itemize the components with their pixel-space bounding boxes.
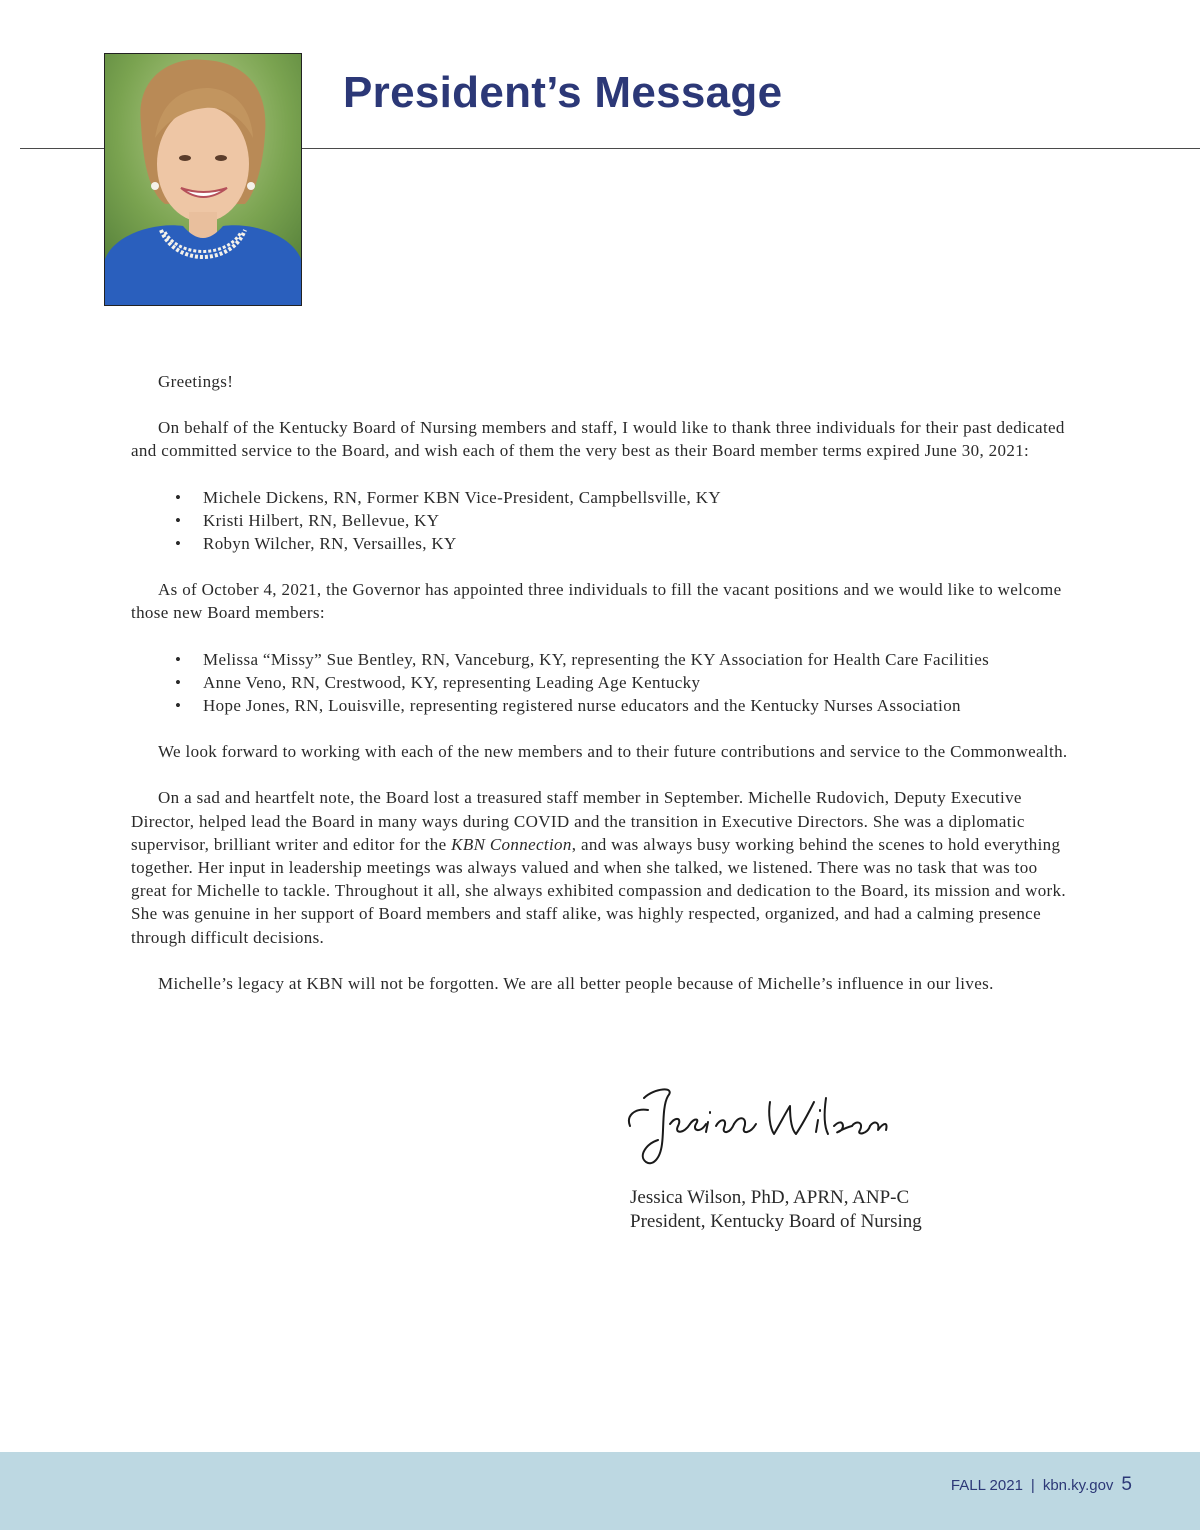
signer-title: President, Kentucky Board of Nursing [630, 1211, 922, 1232]
issue-label: FALL 2021 [950, 1477, 1023, 1494]
signer-name: Jessica Wilson, PhD, APRN, ANP-C [630, 1187, 910, 1208]
paragraph-thanks: On behalf of the Kentucky Board of Nursing members and staff, I would like to thank three individuals for their past dedicated and committed service to the Board, and wish each of them the very best as their Board member terms expired June 30, 2021: [131, 418, 1065, 461]
paragraph-welcome: We look forward to working with each of the new members and to their future contributions and service to the Commonwealth. [158, 742, 1068, 762]
page-footer [0, 1452, 1200, 1530]
footer-separator: | [1030, 1477, 1035, 1494]
paragraph-legacy: Michelle’s legacy at KBN will not be forgotten. We are all better people because of Michelle’s influence in our lives. [158, 973, 994, 993]
message-body [131, 370, 1076, 1018]
bullet-icon: • [175, 696, 182, 716]
portrait-image [105, 54, 301, 305]
list-item: • Anne Veno, RN, Crestwood, KY, representing Leading Age Kentucky [203, 671, 1076, 694]
paragraph-tribute: On a sad and heartfelt note, the Board lost a treasured staff member in September. Michelle Rudovich, Deputy Executive Director, helped lead the Board in many ways during COVID and the transition in Executive Directors. She was a diplomatic supervisor, brilliant writer and editor for the KBN Connection, and was always busy working behind the scenes to hold everything together. Her input in leadership meetings was always valued and when she talked, we listened. There was no task that was too great for Michelle to tackle. Throughout it all, she always exhibited compassion and dedication to the Board, its mission and work. She was genuine in her support of Board members and staff alike, was highly respected, organized, and had a calming presence through difficult decisions. [131, 788, 1067, 947]
greeting: Greetings! [158, 372, 234, 391]
new-members-list [131, 648, 1076, 718]
president-portrait [104, 53, 302, 306]
bullet-icon: • [175, 672, 182, 692]
publication-title: KBN Connection [451, 834, 572, 854]
list-item: • Michele Dickens, RN, Former KBN Vice-President, Campbellsville, KY [203, 486, 1076, 509]
bullet-icon: • [175, 649, 182, 669]
bullet-icon: • [175, 534, 182, 554]
list-item: • Melissa “Missy” Sue Bentley, RN, Vanceburg, KY, representing the KY Association for Health Care Facilities [203, 648, 1076, 671]
website-link[interactable]: kbn.ky.gov [1042, 1477, 1114, 1494]
handwritten-signature [624, 1080, 894, 1170]
page-title: President’s Message [343, 68, 783, 117]
signature-script-text: Jessica Wilson [624, 1080, 630, 1081]
list-item: • Hope Jones, RN, Louisville, representing registered nurse educators and the Kentucky Nurses Association [203, 694, 1076, 717]
signature-block [624, 1080, 1030, 1234]
list-item: • Kristi Hilbert, RN, Bellevue, KY [203, 509, 1076, 532]
page-number: 5 [1121, 1474, 1132, 1495]
bullet-icon: • [175, 487, 182, 507]
outgoing-members-list [131, 486, 1076, 556]
paragraph-appointments: As of October 4, 2021, the Governor has appointed three individuals to fill the vacant positions and we would like to welcome those new Board members: [131, 580, 1062, 623]
bullet-icon: • [175, 510, 182, 530]
list-item: • Robyn Wilcher, RN, Versailles, KY [203, 532, 1076, 555]
